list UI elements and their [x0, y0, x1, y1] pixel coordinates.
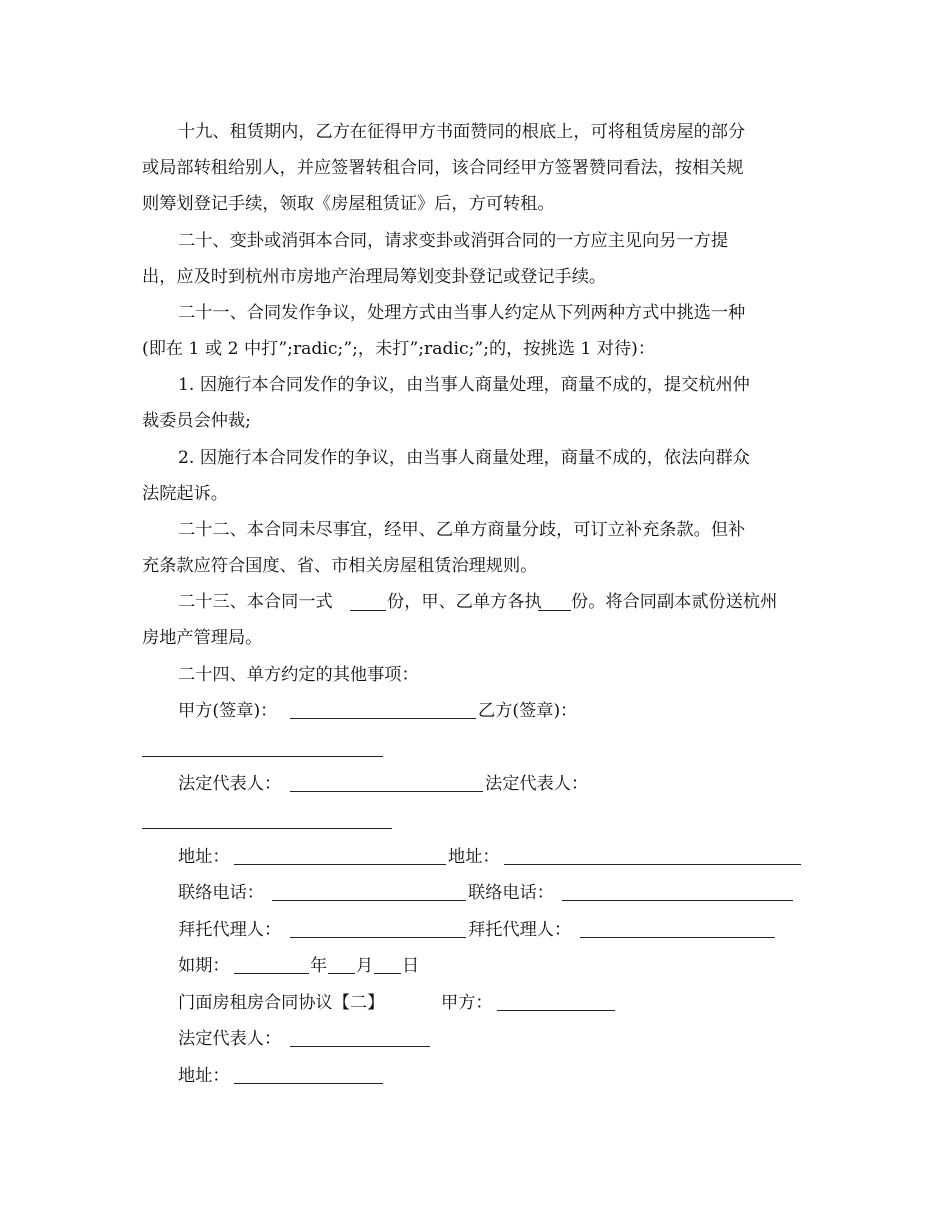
clause-19-line-2: 或局部转租给别人，并应签署转租合同，该合同经甲方签署赞同看法，按相关规: [142, 158, 744, 178]
clause-23-line-2: 房地产管理局。: [142, 628, 263, 648]
date-label: 如期：: [178, 956, 230, 976]
copies-each-blank: [538, 610, 571, 611]
clause-22-line-1: 二十二、本合同未尽事宜，经甲、乙单方商量分歧，可订立补充条款。但补: [178, 520, 746, 540]
legal-rep-b-blank: [142, 828, 392, 829]
clause-20-line-2: 出，应及时到杭州市房地产治理局筹划变卦登记或登记手续。: [142, 267, 607, 287]
date-day-unit: 日: [402, 956, 420, 976]
next-party-a-label: 甲方：: [441, 993, 493, 1013]
next-address-label: 地址：: [178, 1066, 230, 1086]
clause-24-line-1: 二十四、单方约定的其他事项：: [178, 665, 419, 685]
clause-19-line-1: 十九、租赁期内，乙方在征得甲方书面赞同的根底上，可将租赁房屋的部分: [178, 122, 746, 142]
address-b-label: 地址：: [448, 847, 500, 867]
clause-21-option-2-line-1: 2. 因施行本合同发作的争议，由当事人商量处理，商量不成的，依法向群众: [178, 448, 750, 468]
date-day-blank: [374, 973, 401, 974]
clause-20-line-1: 二十、变卦或消弭本合同，请求变卦或消弭合同的一方应主见向另一方提: [178, 231, 729, 251]
copies-blank: [350, 610, 386, 611]
clause-23-line-1-part-a: 二十三、本合同一式: [178, 592, 333, 612]
date-year-unit: 年: [310, 956, 328, 976]
party-b-seal-label: 乙方(签章)：: [478, 701, 578, 721]
phone-b-label: 联络电话：: [468, 883, 554, 903]
phone-b-blank: [562, 900, 793, 901]
clause-21-line-1: 二十一、合同发作争议，处理方式由当事人约定从下列两种方式中挑选一种: [178, 303, 746, 323]
next-address-blank: [234, 1083, 383, 1084]
date-year-blank: [234, 973, 309, 974]
next-contract-title: 门面房租房合同协议【二】: [178, 993, 385, 1013]
phone-a-label: 联络电话：: [178, 883, 264, 903]
next-party-a-blank: [497, 1010, 615, 1011]
date-month-blank: [328, 973, 355, 974]
legal-rep-a-label: 法定代表人：: [178, 774, 282, 794]
clause-21-option-2-line-2: 法院起诉。: [142, 484, 228, 504]
party-b-seal-blank: [142, 756, 383, 757]
clause-21-option-1-line-1: 1. 因施行本合同发作的争议，由当事人商量处理，商量不成的，提交杭州仲: [178, 375, 750, 395]
date-month-unit: 月: [356, 956, 374, 976]
clause-22-line-2: 充条款应符合国度、省、市相关房屋租赁治理规则。: [142, 556, 538, 576]
legal-rep-a-blank: [290, 791, 483, 792]
clause-19-line-3: 则筹划登记手续，领取《房屋租赁证》后，方可转租。: [142, 194, 555, 214]
clause-21-option-1-line-2: 裁委员会仲裁;: [142, 411, 251, 431]
legal-rep-b-label: 法定代表人：: [485, 774, 589, 794]
clause-21-line-2: (即在 1 或 2 中打”;radic;”;，未打”;radic;”;的，按挑选 1 对待)：: [142, 339, 656, 359]
party-a-seal-blank: [290, 718, 476, 719]
agent-b-label: 拜托代理人：: [468, 920, 572, 940]
address-b-blank: [504, 864, 801, 865]
agent-a-blank: [290, 937, 466, 938]
next-legal-rep-label: 法定代表人：: [178, 1029, 282, 1049]
clause-23-line-1-part-c: 份。将合同副本贰份送杭州: [571, 592, 778, 612]
address-a-blank: [234, 864, 446, 865]
address-a-label: 地址：: [178, 847, 230, 867]
clause-23-line-1-part-b: 份，甲、乙单方各执: [387, 592, 542, 612]
phone-a-blank: [272, 900, 466, 901]
party-a-seal-label: 甲方(签章)：: [178, 701, 278, 721]
agent-b-blank: [580, 937, 775, 938]
next-legal-rep-blank: [290, 1046, 430, 1047]
agent-a-label: 拜托代理人：: [178, 920, 282, 940]
